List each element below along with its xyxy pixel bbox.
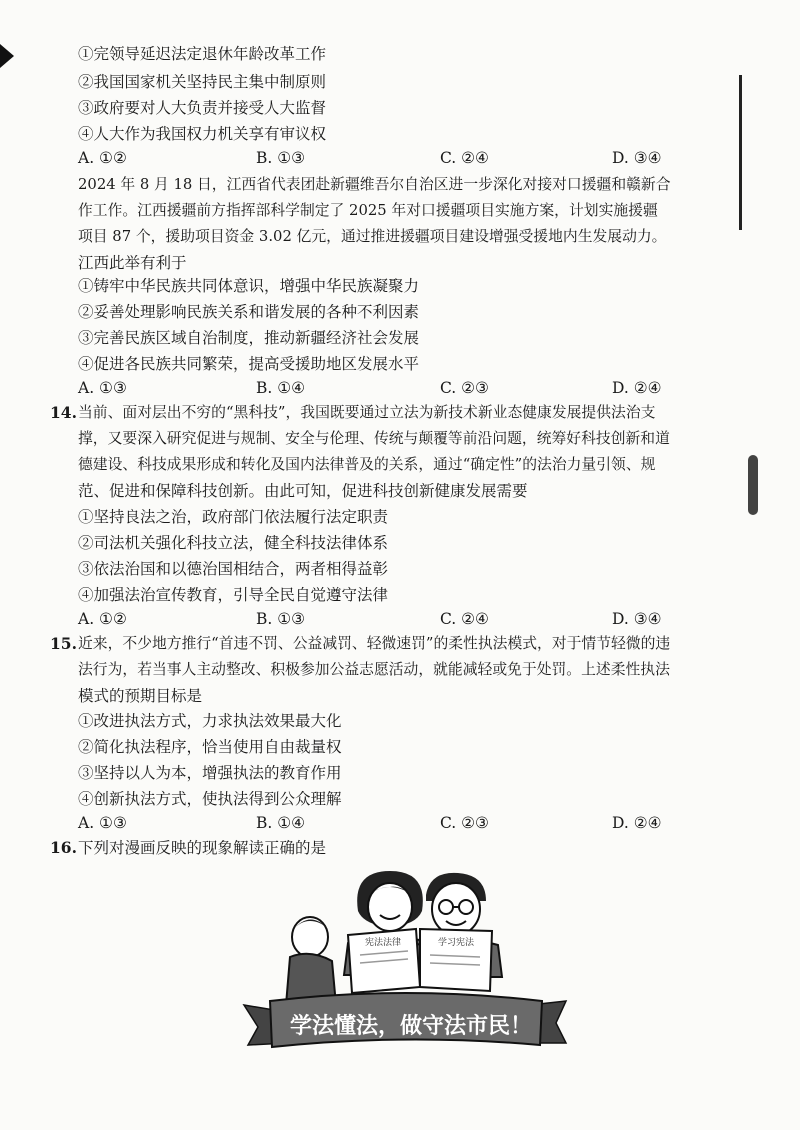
q13-choice-c[interactable]: C. ②③ bbox=[440, 379, 489, 397]
scan-margin-line bbox=[739, 75, 742, 230]
newspaper bbox=[348, 929, 492, 993]
q14-choice-a[interactable]: A. ①② bbox=[78, 610, 127, 628]
q12-option-4: ④人大作为我国权力机关享有审议权 bbox=[78, 125, 327, 143]
newspaper-left-heading: 宪法法律 bbox=[365, 938, 402, 948]
q14-choice-c[interactable]: C. ②④ bbox=[440, 610, 489, 628]
q15-option-4: ④创新执法方式，使执法得到公众理解 bbox=[78, 790, 342, 808]
q14-stem-line-4: 范、促进和保障科技创新。由此可知，促进科技创新健康发展需要 bbox=[78, 482, 528, 500]
q14-option-3: ③依法治国和以德治国相结合，两者相得益彰 bbox=[78, 560, 389, 578]
page-corner-mark bbox=[0, 44, 14, 68]
q13-option-1: ①铸牢中华民族共同体意识，增强中华民族凝聚力 bbox=[78, 277, 420, 295]
q15-stem-line-1: 近来，不少地方推行“首违不罚、公益减罚、轻微速罚”的柔性执法模式，对于情节轻微的违 bbox=[78, 635, 671, 652]
q14-option-1: ①坚持良法之治，政府部门依法履行法定职责 bbox=[78, 508, 389, 526]
q13-choice-b[interactable]: B. ①④ bbox=[256, 379, 306, 397]
q16-stem-line-1: 下列对漫画反映的现象解读正确的是 bbox=[78, 839, 327, 857]
q15-stem-line-2: 法行为，若当事人主动整改、积极参加公益志愿活动，就能减轻或免于处罚。上述柔性执法 bbox=[78, 661, 670, 678]
q15-option-2: ②简化执法程序，恰当使用自由裁量权 bbox=[78, 738, 342, 756]
q12-choice-c[interactable]: C. ②④ bbox=[440, 149, 489, 167]
law-cartoon bbox=[240, 865, 570, 1065]
q15-choice-a[interactable]: A. ①③ bbox=[78, 814, 127, 832]
q12-choice-d[interactable]: D. ③④ bbox=[612, 149, 662, 167]
q15-choice-d[interactable]: D. ②④ bbox=[612, 814, 662, 832]
q15-option-1: ①改进执法方式，力求执法效果最大化 bbox=[78, 712, 342, 730]
q12-option-1: ①完领导延迟法定退休年龄改革工作 bbox=[78, 45, 327, 63]
q13-stem-line-2: 作工作。江西援疆前方指挥部科学制定了 2025 年对口援疆项目实施方案，计划实施援疆 bbox=[78, 202, 658, 219]
child-figure bbox=[286, 917, 336, 1005]
q12-choice-b[interactable]: B. ①③ bbox=[256, 149, 306, 167]
q14-stem-line-2: 撑，又要深入研究促进与规制、安全与伦理、传统与颠覆等前沿问题，统筹好科技创新和道 bbox=[78, 430, 670, 447]
q12-choice-a[interactable]: A. ①② bbox=[78, 149, 127, 167]
q15-number: 15. bbox=[50, 634, 77, 653]
q15-choice-b[interactable]: B. ①④ bbox=[256, 814, 306, 832]
scan-smudge bbox=[748, 455, 758, 515]
q13-choice-a[interactable]: A. ①③ bbox=[78, 379, 127, 397]
q14-stem-line-1: 当前、面对层出不穷的“黑科技”，我国既要通过立法为新技术新业态健康发展提供法治支 bbox=[78, 404, 656, 421]
q16-number: 16. bbox=[50, 838, 77, 857]
q13-stem-line-1: 2024 年 8 月 18 日，江西省代表团赴新疆维吾尔自治区进一步深化对接对口援疆和赣新合 bbox=[78, 176, 671, 193]
q13-option-3: ③完善民族区域自治制度，推动新疆经济社会发展 bbox=[78, 329, 420, 347]
q15-stem-line-3: 模式的预期目标是 bbox=[78, 687, 203, 705]
q15-option-3: ③坚持以人为本，增强执法的教育作用 bbox=[78, 764, 342, 782]
q13-stem-line-3: 项目 87 个，援助项目资金 3.02 亿元，通过推进援疆项目建设增强受援地内生发展动力。 bbox=[78, 228, 667, 245]
q12-option-2: ②我国国家机关坚持民主集中制原则 bbox=[78, 73, 327, 91]
q14-number: 14. bbox=[50, 403, 77, 422]
banner-slogan-text: 学法懂法，做守法市民！ bbox=[290, 1014, 533, 1039]
q13-choice-d[interactable]: D. ②④ bbox=[612, 379, 662, 397]
q14-choice-b[interactable]: B. ①③ bbox=[256, 610, 306, 628]
q13-option-2: ②妥善处理影响民族关系和谐发展的各种不利因素 bbox=[78, 303, 420, 321]
q13-stem-line-4: 江西此举有利于 bbox=[78, 254, 187, 272]
q15-choice-c[interactable]: C. ②③ bbox=[440, 814, 489, 832]
newspaper-right-heading: 学习宪法 bbox=[438, 938, 475, 948]
q13-option-4: ④促进各民族共同繁荣，提高受援助地区发展水平 bbox=[78, 355, 420, 373]
q14-option-2: ②司法机关强化科技立法，健全科技法律体系 bbox=[78, 534, 389, 552]
q14-stem-line-3: 德建设、科技成果形成和转化及国内法律普及的关系，通过“确定性”的法治力量引领、规 bbox=[78, 456, 656, 473]
q12-option-3: ③政府要对人大负责并接受人大监督 bbox=[78, 99, 327, 117]
q14-choice-d[interactable]: D. ③④ bbox=[612, 610, 662, 628]
q14-option-4: ④加强法治宣传教育，引导全民自觉遵守法律 bbox=[78, 586, 389, 604]
slogan-banner bbox=[244, 993, 566, 1047]
